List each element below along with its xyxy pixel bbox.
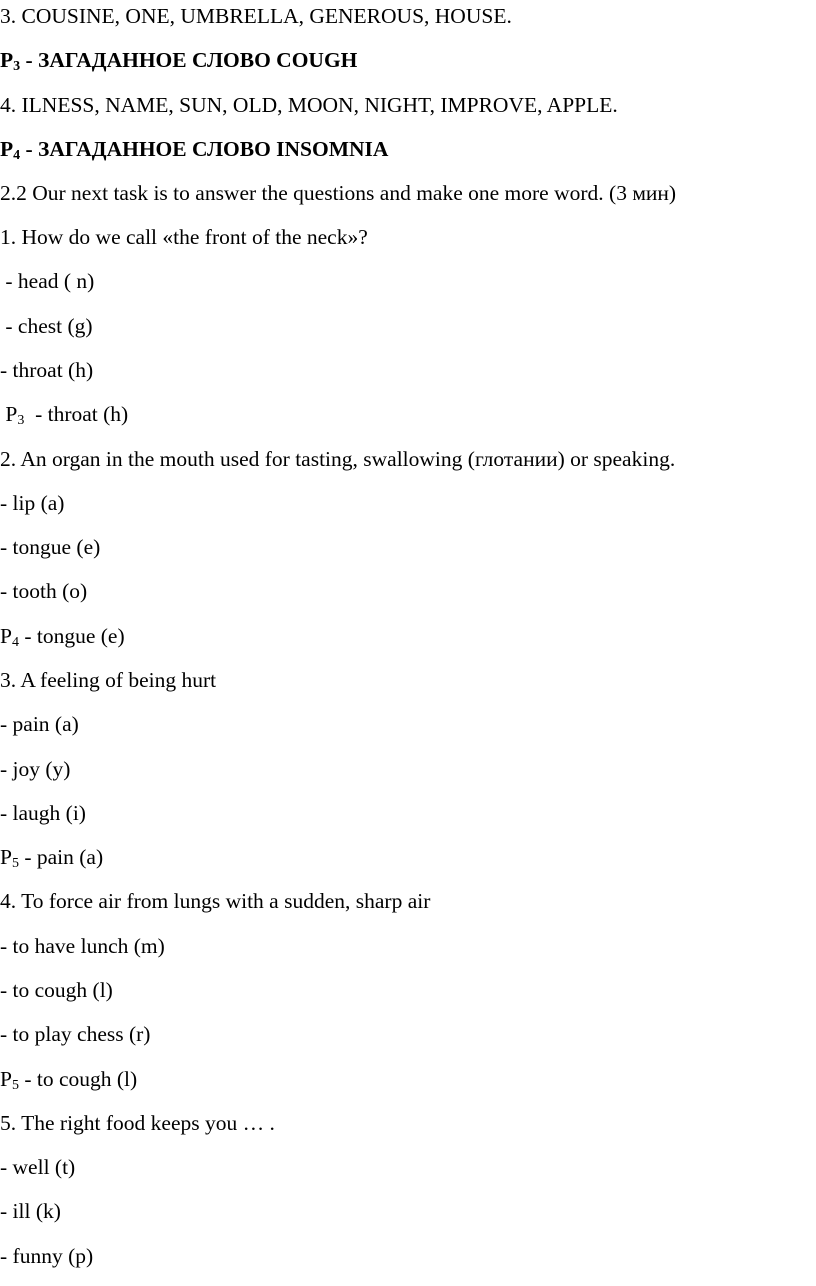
option-line: - tongue (e) — [0, 535, 101, 559]
question-4: 4. To force air from lungs with a sudden, sharp air — [0, 889, 431, 913]
task-heading: 2.2 Our next task is to answer the questions and make one more word. (3 мин) — [0, 181, 677, 205]
answer-line-4: 4. ILNESS, NAME, SUN, OLD, MOON, NIGHT, IMPROVE, APPLE. — [0, 93, 618, 117]
option-line: - well (t) — [0, 1155, 76, 1179]
answer-line: $P_4$ - tongue (e) — [0, 624, 125, 650]
option-line: - head ( n) — [0, 269, 95, 293]
question-5: 5. The right food keeps you … . — [0, 1111, 275, 1135]
option-line: - chest (g) — [0, 314, 93, 338]
hidden-word-p4: $P_4$ - ЗАГАДАННОЕ СЛОВО INSOMNIA — [0, 137, 389, 163]
question-2: 2. An organ in the mouth used for tasting, swallowing (глотании) or speaking. — [0, 447, 676, 471]
option-line: - lip (a) — [0, 491, 65, 515]
option-line: - funny (p) — [0, 1244, 94, 1268]
option-line: - ill (k) — [0, 1199, 61, 1223]
answer-line: $P_5$ - to cough (l) — [0, 1067, 138, 1093]
answer-line-3: 3. COUSINE, ONE, UMBRELLA, GENEROUS, HOUSE. — [0, 4, 512, 28]
answer-line: $P_5$ - pain (a) — [0, 845, 104, 871]
option-line: - tooth (o) — [0, 579, 88, 603]
option-line: - to cough (l) — [0, 978, 113, 1002]
question-3: 3. A feeling of being hurt — [0, 668, 217, 692]
question-1: 1. How do we call «the front of the neck»? — [0, 225, 368, 249]
answer-line: $P_3$ - throat (h) — [0, 402, 129, 428]
option-line: - joy (y) — [0, 757, 71, 781]
option-line: - throat (h) — [0, 358, 94, 382]
option-line: - to play chess (r) — [0, 1022, 151, 1046]
option-line: - to have lunch (m) — [0, 934, 165, 958]
option-line: - pain (a) — [0, 712, 79, 736]
hidden-word-p3: $P_3$ - ЗАГАДАННОЕ СЛОВО COUGH — [0, 48, 358, 74]
option-line: - laugh (i) — [0, 801, 86, 825]
